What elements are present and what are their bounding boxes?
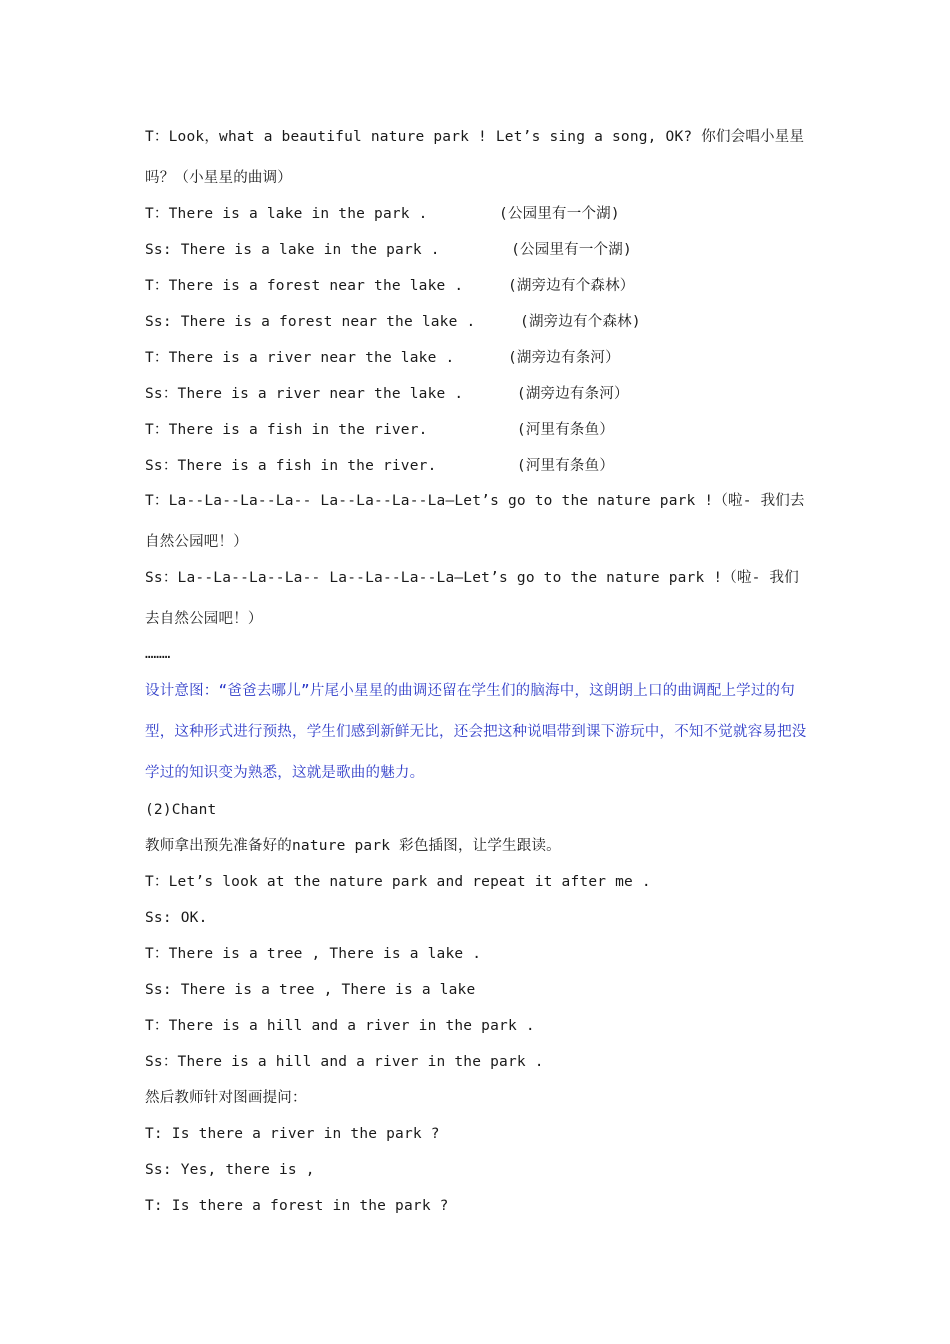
design-intent-paragraph: 设计意图：“爸爸去哪儿”片尾小星星的曲调还留在学生们的脑海中，这朗朗上口的曲调配上学过的句型，这种形式进行预热，学生们感到新鲜无比，还会把这种说唱带到课下游玩中，不知不觉就容易把没学过的知识变为熟悉，这就是歌曲的魅力。 (145, 683, 807, 781)
dialogue-line: T：Let’s look at the nature park and repeat it after me . (145, 874, 651, 890)
dialogue-line: Ss: There is a forest near the lake . (湖旁边有个森林) (145, 314, 641, 330)
dialogue-line: Ss: There is a lake in the park . (公园里有一个湖) (145, 242, 632, 258)
section-heading: (2)Chant (145, 802, 217, 818)
dialogue-line: T：There is a river near the lake . (湖旁边有条河） (145, 350, 620, 366)
dialogue-line: T：There is a forest near the lake . (湖旁边有个森林） (145, 278, 635, 294)
dialogue-line: T：La--La--La--La-- La--La--La--La—Let’s go to the nature park !（啦- 我们去自然公园吧！） (145, 493, 805, 550)
instruction-line: 然后教师针对图画提问： (145, 1090, 307, 1106)
dialogue-line: Ss：There is a fish in the river. (河里有条鱼） (145, 458, 615, 474)
dialogue-line: Ss：There is a hill and a river in the park . (145, 1054, 544, 1070)
ellipsis: ……… (145, 646, 171, 662)
teacher-intro-line: T：Look，what a beautiful nature park ! Let’s sing a song, OK? 你们会唱小星星吗？（小星星的曲调） (145, 129, 805, 186)
dialogue-line: Ss: Yes, there is , (145, 1162, 315, 1178)
dialogue-line: T：There is a hill and a river in the park . (145, 1018, 535, 1034)
dialogue-line: Ss：There is a river near the lake . (湖旁边有条河） (145, 386, 629, 402)
dialogue-line: T: Is there a forest in the park ? (145, 1198, 449, 1214)
instruction-line: 教师拿出预先准备好的nature park 彩色插图，让学生跟读。 (145, 838, 561, 854)
dialogue-line: Ss：La--La--La--La-- La--La--La--La—Let’s go to the nature park !（啦- 我们去自然公园吧！） (145, 570, 799, 627)
dialogue-line: Ss: OK. (145, 910, 208, 926)
dialogue-line: T：There is a tree , There is a lake . (145, 946, 482, 962)
dialogue-line: Ss: There is a tree , There is a lake (145, 982, 476, 998)
dialogue-line: T：There is a fish in the river. (河里有条鱼） (145, 422, 615, 438)
dialogue-line: T: Is there a river in the park ? (145, 1126, 440, 1142)
dialogue-line: T：There is a lake in the park . (公园里有一个湖) (145, 206, 620, 222)
